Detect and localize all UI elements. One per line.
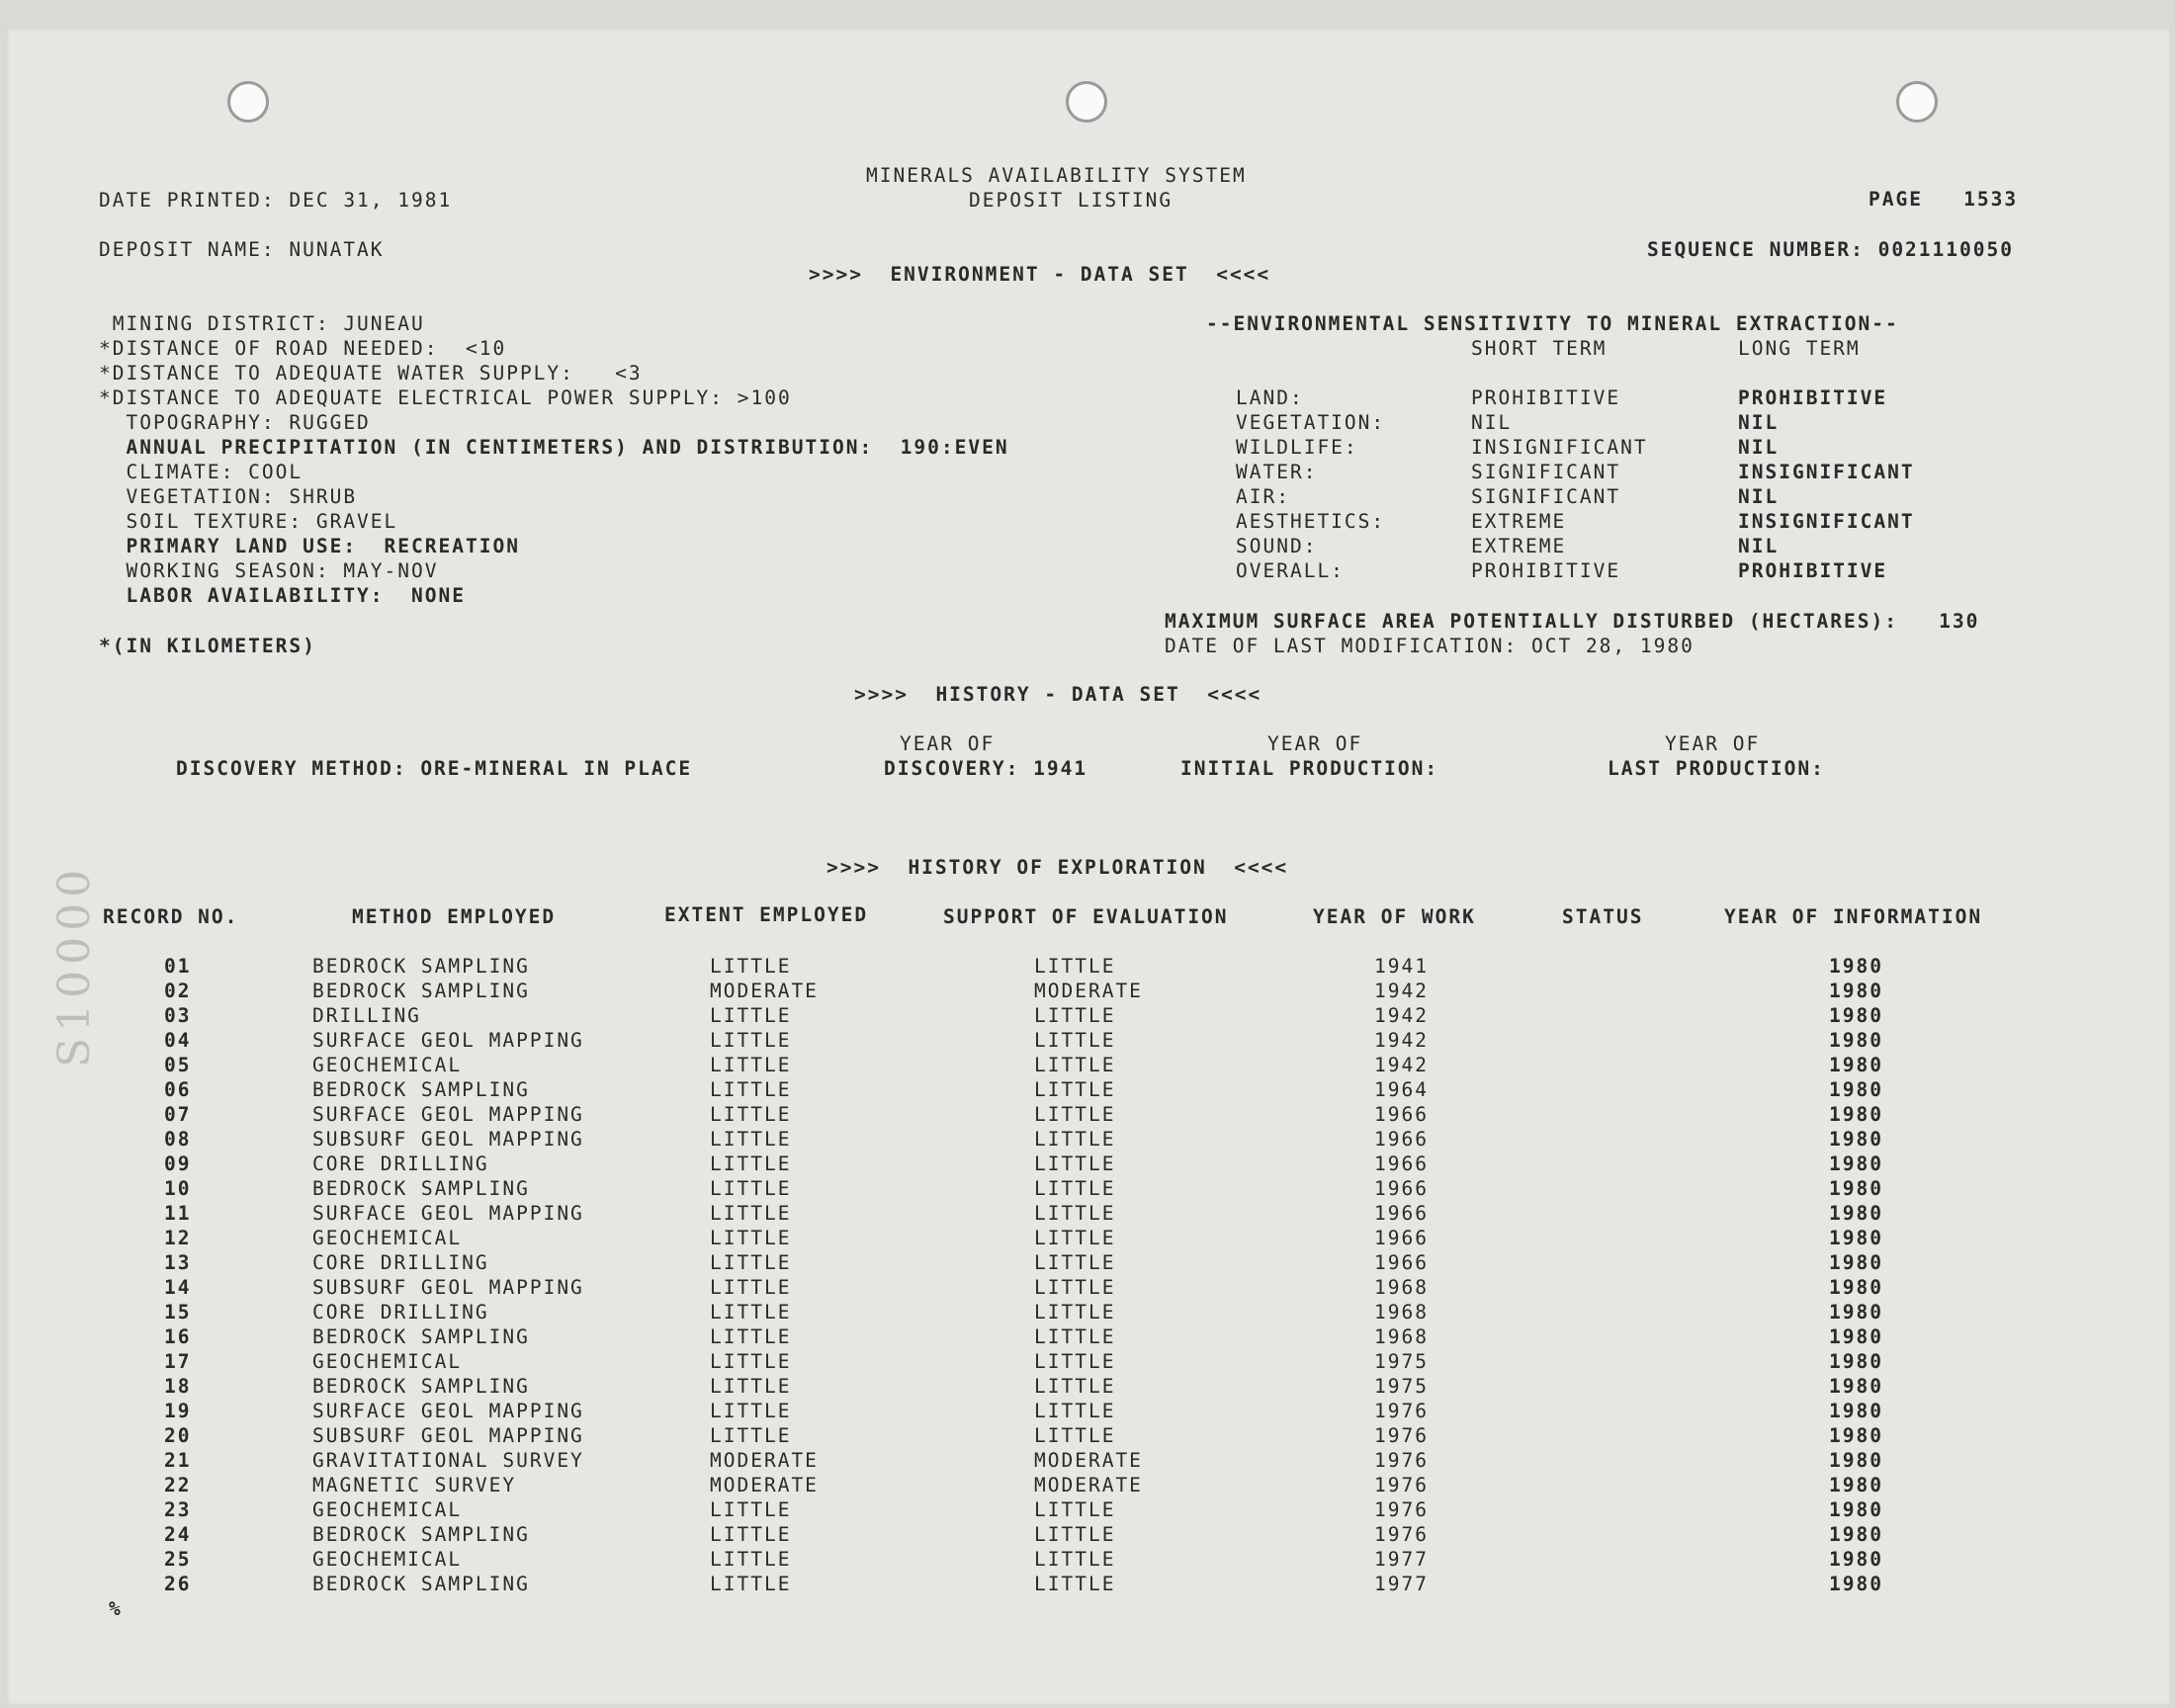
year-of-work: 1966 bbox=[1374, 1251, 1429, 1274]
sensitivity-label: WILDLIFE: bbox=[1236, 436, 1358, 459]
extent-employed: LITTLE bbox=[710, 1177, 792, 1200]
year-of-information: 1980 bbox=[1829, 1424, 1883, 1447]
last-modification: DATE OF LAST MODIFICATION: OCT 28, 1980 bbox=[1165, 635, 1695, 657]
extent-employed: LITTLE bbox=[710, 1573, 792, 1595]
support-of-evaluation: LITTLE bbox=[1034, 1029, 1116, 1052]
method-employed: BEDROCK SAMPLING bbox=[312, 1078, 530, 1101]
support-of-evaluation: LITTLE bbox=[1034, 1103, 1116, 1126]
method-employed: SUBSURF GEOL MAPPING bbox=[312, 1128, 584, 1151]
sensitivity-label: OVERALL: bbox=[1236, 559, 1345, 582]
extent-employed: LITTLE bbox=[710, 1301, 792, 1324]
exploration-section-title: >>>> HISTORY OF EXPLORATION <<<< bbox=[826, 856, 1289, 879]
method-employed: BEDROCK SAMPLING bbox=[312, 1573, 530, 1595]
method-employed: SURFACE GEOL MAPPING bbox=[312, 1202, 584, 1225]
environment-line: *DISTANCE OF ROAD NEEDED: <10 bbox=[99, 337, 507, 360]
method-employed: GEOCHEMICAL bbox=[312, 1350, 463, 1373]
col-header-year-info: YEAR OF INFORMATION bbox=[1724, 905, 1983, 928]
record-number: 26 bbox=[164, 1573, 192, 1595]
year-of-work: 1976 bbox=[1374, 1523, 1429, 1546]
extent-employed: LITTLE bbox=[710, 1276, 792, 1299]
method-employed: GEOCHEMICAL bbox=[312, 1498, 463, 1521]
sensitivity-label: AIR: bbox=[1236, 485, 1290, 508]
long-term-header: LONG TERM bbox=[1738, 337, 1861, 360]
record-number: 25 bbox=[164, 1548, 192, 1571]
environment-line: MINING DISTRICT: JUNEAU bbox=[99, 312, 425, 335]
method-employed: DRILLING bbox=[312, 1004, 421, 1027]
year-of-information: 1980 bbox=[1829, 1153, 1883, 1175]
method-employed: SUBSURF GEOL MAPPING bbox=[312, 1276, 584, 1299]
support-of-evaluation: LITTLE bbox=[1034, 1251, 1116, 1274]
environment-section-title: >>>> ENVIRONMENT - DATA SET <<<< bbox=[809, 263, 1271, 286]
extent-employed: LITTLE bbox=[710, 1424, 792, 1447]
year-of-work: 1968 bbox=[1374, 1325, 1429, 1348]
extent-employed: LITTLE bbox=[710, 1375, 792, 1398]
year-of-work: 1977 bbox=[1374, 1573, 1429, 1595]
record-number: 20 bbox=[164, 1424, 192, 1447]
method-employed: BEDROCK SAMPLING bbox=[312, 980, 530, 1002]
support-of-evaluation: LITTLE bbox=[1034, 1400, 1116, 1422]
year-of-information: 1980 bbox=[1829, 1523, 1883, 1546]
sensitivity-long-term: PROHIBITIVE bbox=[1738, 559, 1888, 582]
sensitivity-long-term: NIL bbox=[1738, 411, 1780, 434]
environment-line: *DISTANCE TO ADEQUATE ELECTRICAL POWER SUPPLY: >100 bbox=[99, 386, 792, 409]
sensitivity-short-term: NIL bbox=[1471, 411, 1513, 434]
sensitivity-label: SOUND: bbox=[1236, 535, 1318, 557]
method-employed: CORE DRILLING bbox=[312, 1153, 489, 1175]
page-number: PAGE 1533 bbox=[1869, 188, 2019, 211]
extent-employed: LITTLE bbox=[710, 1548, 792, 1571]
year-of-work: 1976 bbox=[1374, 1424, 1429, 1447]
initial-production: INITIAL PRODUCTION: bbox=[1180, 757, 1439, 780]
year-of-information: 1980 bbox=[1829, 955, 1883, 978]
support-of-evaluation: LITTLE bbox=[1034, 1301, 1116, 1324]
method-employed: BEDROCK SAMPLING bbox=[312, 1325, 530, 1348]
last-production: LAST PRODUCTION: bbox=[1608, 757, 1825, 780]
year-of-work: 1976 bbox=[1374, 1474, 1429, 1496]
year-of-information: 1980 bbox=[1829, 1474, 1883, 1496]
record-number: 18 bbox=[164, 1375, 192, 1398]
year-of-work: 1966 bbox=[1374, 1227, 1429, 1249]
environment-line: VEGETATION: SHRUB bbox=[99, 485, 358, 508]
short-term-header: SHORT TERM bbox=[1471, 337, 1608, 360]
record-number: 16 bbox=[164, 1325, 192, 1348]
year-of-information: 1980 bbox=[1829, 1449, 1883, 1472]
year-of-label: YEAR OF bbox=[900, 732, 996, 755]
margin-stamp: S10000 bbox=[49, 863, 100, 1068]
method-employed: BEDROCK SAMPLING bbox=[312, 955, 530, 978]
sensitivity-long-term: INSIGNIFICANT bbox=[1738, 461, 1915, 483]
support-of-evaluation: LITTLE bbox=[1034, 1325, 1116, 1348]
year-of-information: 1980 bbox=[1829, 1301, 1883, 1324]
kilometers-footnote: *(IN KILOMETERS) bbox=[99, 635, 316, 657]
record-number: 13 bbox=[164, 1251, 192, 1274]
record-number: 19 bbox=[164, 1400, 192, 1422]
support-of-evaluation: LITTLE bbox=[1034, 955, 1116, 978]
extent-employed: LITTLE bbox=[710, 1202, 792, 1225]
extent-employed: LITTLE bbox=[710, 1325, 792, 1348]
method-employed: GRAVITATIONAL SURVEY bbox=[312, 1449, 584, 1472]
sequence-number: SEQUENCE NUMBER: 0021110050 bbox=[1647, 238, 2014, 261]
punch-hole bbox=[227, 81, 269, 123]
record-number: 14 bbox=[164, 1276, 192, 1299]
sensitivity-short-term: EXTREME bbox=[1471, 510, 1567, 533]
record-number: 15 bbox=[164, 1301, 192, 1324]
year-of-information: 1980 bbox=[1829, 1400, 1883, 1422]
environment-line: *DISTANCE TO ADEQUATE WATER SUPPLY: <3 bbox=[99, 362, 643, 384]
extent-employed: LITTLE bbox=[710, 1523, 792, 1546]
support-of-evaluation: LITTLE bbox=[1034, 1573, 1116, 1595]
method-employed: GEOCHEMICAL bbox=[312, 1548, 463, 1571]
support-of-evaluation: MODERATE bbox=[1034, 980, 1143, 1002]
year-of-work: 1942 bbox=[1374, 1029, 1429, 1052]
extent-employed: LITTLE bbox=[710, 1029, 792, 1052]
extent-employed: MODERATE bbox=[710, 1474, 819, 1496]
support-of-evaluation: LITTLE bbox=[1034, 1523, 1116, 1546]
year-of-work: 1976 bbox=[1374, 1498, 1429, 1521]
col-header-record: RECORD NO. bbox=[103, 905, 239, 928]
year-of-work: 1966 bbox=[1374, 1128, 1429, 1151]
year-of-information: 1980 bbox=[1829, 980, 1883, 1002]
support-of-evaluation: LITTLE bbox=[1034, 1350, 1116, 1373]
support-of-evaluation: LITTLE bbox=[1034, 1276, 1116, 1299]
year-of-work: 1968 bbox=[1374, 1301, 1429, 1324]
support-of-evaluation: LITTLE bbox=[1034, 1054, 1116, 1076]
year-of-work: 1966 bbox=[1374, 1177, 1429, 1200]
sensitivity-short-term: PROHIBITIVE bbox=[1471, 559, 1621, 582]
col-header-support: SUPPORT OF EVALUATION bbox=[943, 905, 1229, 928]
year-of-information: 1980 bbox=[1829, 1227, 1883, 1249]
sensitivity-short-term: EXTREME bbox=[1471, 535, 1567, 557]
method-employed: SURFACE GEOL MAPPING bbox=[312, 1103, 584, 1126]
col-header-extent: EXTENT EMPLOYED bbox=[664, 903, 869, 926]
method-employed: BEDROCK SAMPLING bbox=[312, 1375, 530, 1398]
sensitivity-short-term: SIGNIFICANT bbox=[1471, 485, 1621, 508]
sensitivity-short-term: SIGNIFICANT bbox=[1471, 461, 1621, 483]
col-header-method: METHOD EMPLOYED bbox=[352, 905, 557, 928]
environment-line: WORKING SEASON: MAY-NOV bbox=[99, 559, 439, 582]
sensitivity-label: LAND: bbox=[1236, 386, 1304, 409]
year-of-work: 1976 bbox=[1374, 1449, 1429, 1472]
environment-line: SOIL TEXTURE: GRAVEL bbox=[99, 510, 398, 533]
end-mark: % bbox=[109, 1597, 123, 1620]
support-of-evaluation: LITTLE bbox=[1034, 1153, 1116, 1175]
support-of-evaluation: MODERATE bbox=[1034, 1449, 1143, 1472]
deposit-name: DEPOSIT NAME: NUNATAK bbox=[99, 238, 385, 261]
extent-employed: LITTLE bbox=[710, 955, 792, 978]
record-number: 12 bbox=[164, 1227, 192, 1249]
extent-employed: LITTLE bbox=[710, 1103, 792, 1126]
record-number: 17 bbox=[164, 1350, 192, 1373]
year-of-information: 1980 bbox=[1829, 1325, 1883, 1348]
sensitivity-long-term: NIL bbox=[1738, 535, 1780, 557]
record-number: 11 bbox=[164, 1202, 192, 1225]
extent-employed: LITTLE bbox=[710, 1153, 792, 1175]
record-number: 05 bbox=[164, 1054, 192, 1076]
year-of-work: 1968 bbox=[1374, 1276, 1429, 1299]
extent-employed: LITTLE bbox=[710, 1251, 792, 1274]
year-of-information: 1980 bbox=[1829, 1350, 1883, 1373]
environment-line: PRIMARY LAND USE: RECREATION bbox=[99, 535, 520, 557]
method-employed: GEOCHEMICAL bbox=[312, 1227, 463, 1249]
extent-employed: LITTLE bbox=[710, 1400, 792, 1422]
system-title: MINERALS AVAILABILITY SYSTEM bbox=[866, 164, 1247, 187]
year-of-label: YEAR OF bbox=[1267, 732, 1363, 755]
sensitivity-long-term: NIL bbox=[1738, 485, 1780, 508]
record-number: 06 bbox=[164, 1078, 192, 1101]
year-of-work: 1977 bbox=[1374, 1548, 1429, 1571]
support-of-evaluation: LITTLE bbox=[1034, 1227, 1116, 1249]
extent-employed: LITTLE bbox=[710, 1350, 792, 1373]
year-of-information: 1980 bbox=[1829, 1251, 1883, 1274]
record-number: 03 bbox=[164, 1004, 192, 1027]
year-of-work: 1966 bbox=[1374, 1103, 1429, 1126]
record-number: 23 bbox=[164, 1498, 192, 1521]
punch-hole bbox=[1896, 81, 1938, 123]
environment-line: ANNUAL PRECIPITATION (IN CENTIMETERS) AND DISTRIBUTION: 190:EVEN bbox=[99, 436, 1009, 459]
support-of-evaluation: LITTLE bbox=[1034, 1424, 1116, 1447]
support-of-evaluation: LITTLE bbox=[1034, 1078, 1116, 1101]
sensitivity-long-term: NIL bbox=[1738, 436, 1780, 459]
year-of-information: 1980 bbox=[1829, 1276, 1883, 1299]
method-employed: CORE DRILLING bbox=[312, 1251, 489, 1274]
support-of-evaluation: MODERATE bbox=[1034, 1474, 1143, 1496]
sensitivity-label: WATER: bbox=[1236, 461, 1318, 483]
year-of-information: 1980 bbox=[1829, 1202, 1883, 1225]
record-number: 08 bbox=[164, 1128, 192, 1151]
record-number: 01 bbox=[164, 955, 192, 978]
record-number: 22 bbox=[164, 1474, 192, 1496]
year-of-information: 1980 bbox=[1829, 1029, 1883, 1052]
year-of-work: 1942 bbox=[1374, 1004, 1429, 1027]
record-number: 10 bbox=[164, 1177, 192, 1200]
record-number: 04 bbox=[164, 1029, 192, 1052]
method-employed: MAGNETIC SURVEY bbox=[312, 1474, 517, 1496]
year-of-work: 1964 bbox=[1374, 1078, 1429, 1101]
year-of-work: 1942 bbox=[1374, 980, 1429, 1002]
date-printed: DATE PRINTED: DEC 31, 1981 bbox=[99, 189, 453, 212]
extent-employed: LITTLE bbox=[710, 1078, 792, 1101]
support-of-evaluation: LITTLE bbox=[1034, 1548, 1116, 1571]
year-of-information: 1980 bbox=[1829, 1177, 1883, 1200]
method-employed: BEDROCK SAMPLING bbox=[312, 1523, 530, 1546]
year-of-work: 1966 bbox=[1374, 1202, 1429, 1225]
listing-title: DEPOSIT LISTING bbox=[969, 189, 1174, 212]
year-of-work: 1976 bbox=[1374, 1400, 1429, 1422]
environment-line: CLIMATE: COOL bbox=[99, 461, 304, 483]
method-employed: SUBSURF GEOL MAPPING bbox=[312, 1424, 584, 1447]
year-of-work: 1941 bbox=[1374, 955, 1429, 978]
environment-line: TOPOGRAPHY: RUGGED bbox=[99, 411, 371, 434]
sensitivity-long-term: PROHIBITIVE bbox=[1738, 386, 1888, 409]
year-of-information: 1980 bbox=[1829, 1375, 1883, 1398]
year-of-information: 1980 bbox=[1829, 1078, 1883, 1101]
punch-hole bbox=[1066, 81, 1107, 123]
year-of-information: 1980 bbox=[1829, 1573, 1883, 1595]
discovery-year: DISCOVERY: 1941 bbox=[884, 757, 1088, 780]
sensitivity-label: VEGETATION: bbox=[1236, 411, 1386, 434]
method-employed: GEOCHEMICAL bbox=[312, 1054, 463, 1076]
year-of-work: 1942 bbox=[1374, 1054, 1429, 1076]
year-of-information: 1980 bbox=[1829, 1548, 1883, 1571]
year-of-work: 1975 bbox=[1374, 1350, 1429, 1373]
sensitivity-short-term: PROHIBITIVE bbox=[1471, 386, 1621, 409]
extent-employed: LITTLE bbox=[710, 1004, 792, 1027]
year-of-information: 1980 bbox=[1829, 1498, 1883, 1521]
extent-employed: LITTLE bbox=[710, 1054, 792, 1076]
method-employed: CORE DRILLING bbox=[312, 1301, 489, 1324]
record-number: 02 bbox=[164, 980, 192, 1002]
year-of-work: 1966 bbox=[1374, 1153, 1429, 1175]
col-header-year-work: YEAR OF WORK bbox=[1313, 905, 1476, 928]
extent-employed: LITTLE bbox=[710, 1227, 792, 1249]
sensitivity-short-term: INSIGNIFICANT bbox=[1471, 436, 1648, 459]
extent-employed: MODERATE bbox=[710, 1449, 819, 1472]
discovery-method: DISCOVERY METHOD: ORE-MINERAL IN PLACE bbox=[176, 757, 693, 780]
method-employed: SURFACE GEOL MAPPING bbox=[312, 1029, 584, 1052]
year-of-information: 1980 bbox=[1829, 1128, 1883, 1151]
support-of-evaluation: LITTLE bbox=[1034, 1177, 1116, 1200]
support-of-evaluation: LITTLE bbox=[1034, 1202, 1116, 1225]
support-of-evaluation: LITTLE bbox=[1034, 1375, 1116, 1398]
support-of-evaluation: LITTLE bbox=[1034, 1128, 1116, 1151]
extent-employed: MODERATE bbox=[710, 980, 819, 1002]
year-of-work: 1975 bbox=[1374, 1375, 1429, 1398]
sensitivity-long-term: INSIGNIFICANT bbox=[1738, 510, 1915, 533]
record-number: 21 bbox=[164, 1449, 192, 1472]
year-of-label: YEAR OF bbox=[1665, 732, 1761, 755]
year-of-information: 1980 bbox=[1829, 1004, 1883, 1027]
record-number: 07 bbox=[164, 1103, 192, 1126]
col-header-status: STATUS bbox=[1562, 905, 1644, 928]
year-of-information: 1980 bbox=[1829, 1103, 1883, 1126]
year-of-information: 1980 bbox=[1829, 1054, 1883, 1076]
sensitivity-label: AESTHETICS: bbox=[1236, 510, 1386, 533]
environment-line: LABOR AVAILABILITY: NONE bbox=[99, 584, 466, 607]
extent-employed: LITTLE bbox=[710, 1498, 792, 1521]
method-employed: SURFACE GEOL MAPPING bbox=[312, 1400, 584, 1422]
support-of-evaluation: LITTLE bbox=[1034, 1004, 1116, 1027]
record-number: 09 bbox=[164, 1153, 192, 1175]
sensitivity-title: --ENVIRONMENTAL SENSITIVITY TO MINERAL EXTRACTION-- bbox=[1206, 312, 1899, 335]
method-employed: BEDROCK SAMPLING bbox=[312, 1177, 530, 1200]
record-number: 24 bbox=[164, 1523, 192, 1546]
support-of-evaluation: LITTLE bbox=[1034, 1498, 1116, 1521]
extent-employed: LITTLE bbox=[710, 1128, 792, 1151]
max-surface-area: MAXIMUM SURFACE AREA POTENTIALLY DISTURBED (HECTARES): 130 bbox=[1165, 610, 1980, 633]
history-section-title: >>>> HISTORY - DATA SET <<<< bbox=[854, 683, 1262, 706]
